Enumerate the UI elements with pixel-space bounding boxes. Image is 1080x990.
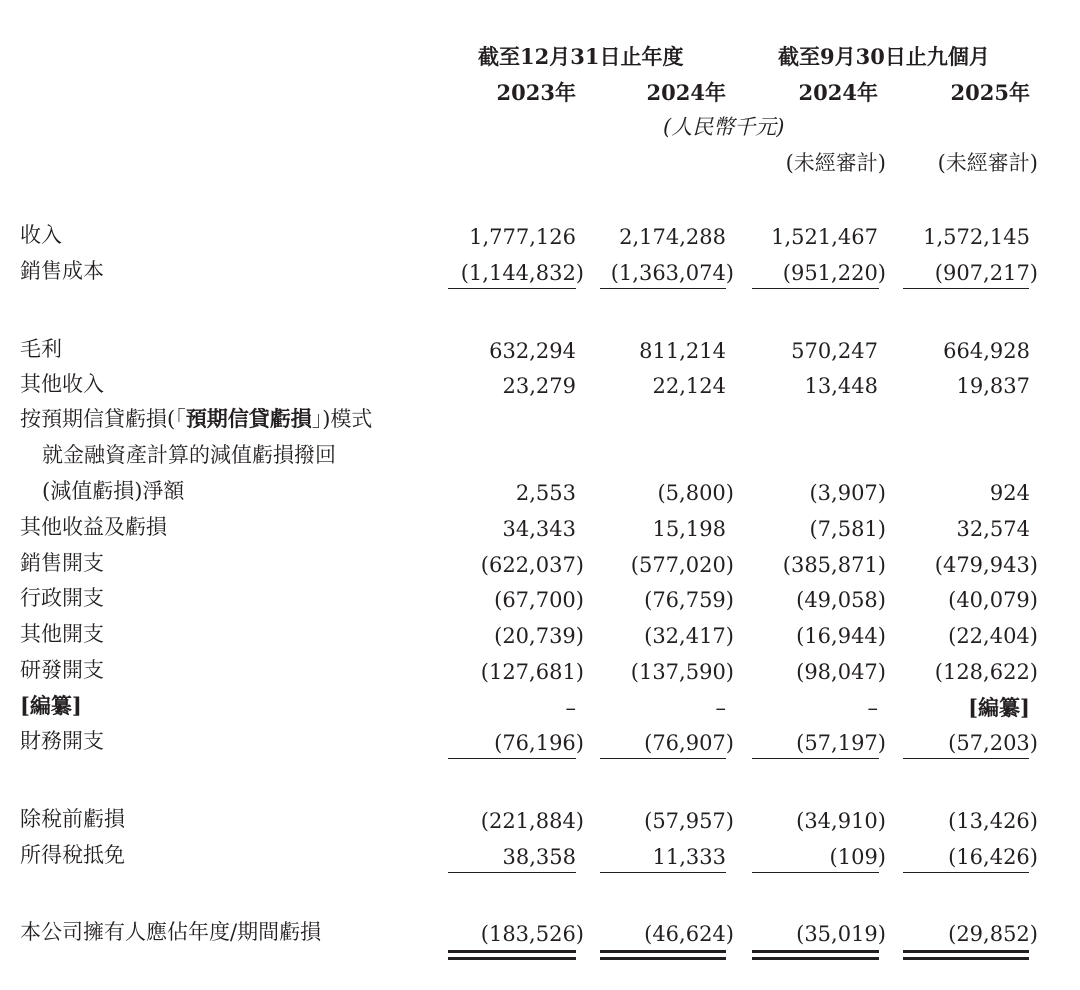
subtotal-rule (600, 758, 726, 759)
row-label-admin-expenses: 行政開支 (20, 586, 104, 610)
cell-selling-9m2024: (385,871) (782, 553, 886, 577)
cell-admin-9m2024: (49,058) (796, 588, 886, 612)
header-group-nine-months: 截至9月30日止九個月 (778, 44, 990, 69)
cell-revenue-9m2025: 1,572,145 (923, 225, 1030, 249)
cell-tax-9m2024: (109) (829, 845, 886, 869)
cell-tax-2024: 11,333 (652, 845, 726, 869)
header-unaudited-2: (未經審計) (937, 151, 1038, 175)
subtotal-rule (600, 288, 726, 289)
cell-other-exp-2023: (20,739) (494, 624, 584, 648)
cell-ecl-9m2025: 924 (989, 481, 1030, 505)
cell-other-income-9m2024: 13,448 (804, 374, 878, 398)
cell-cost-2024: (1,363,074) (610, 261, 734, 285)
subtotal-rule (752, 288, 879, 289)
cell-admin-9m2025: (40,079) (948, 588, 1038, 612)
header-year-1: 2023年 (496, 80, 576, 105)
cell-selling-2024: (577,020) (630, 553, 734, 577)
cell-finance-9m2024: (57,197) (796, 731, 886, 755)
cell-other-income-2024: 22,124 (652, 374, 726, 398)
cell-rd-9m2024: (98,047) (796, 660, 886, 684)
subtotal-rule (752, 758, 879, 759)
cell-finance-2023: (76,196) (494, 731, 584, 755)
cell-lbt-9m2025: (13,426) (948, 809, 1038, 833)
row-label-loss-attributable: 本公司擁有人應佔年度/期間虧損 (20, 920, 322, 944)
cell-revenue-2024: 2,174,288 (619, 225, 726, 249)
cell-rd-2023: (127,681) (480, 660, 584, 684)
cell-selling-2023: (622,037) (480, 553, 584, 577)
subtotal-rule (448, 758, 576, 759)
subtotal-rule (448, 288, 576, 289)
row-label-rd-expenses: 研發開支 (20, 658, 104, 682)
cell-ecl-2023: 2,553 (515, 481, 576, 505)
row-label-loss-before-tax: 除稅前虧損 (20, 807, 125, 831)
cell-loss-9m2025: (29,852) (948, 922, 1038, 946)
row-label-other-expenses: 其他開支 (20, 622, 104, 646)
row-label-selling-expenses: 銷售開支 (20, 551, 104, 575)
cell-lbt-2024: (57,957) (644, 809, 734, 833)
cell-revenue-9m2024: 1,521,467 (771, 225, 878, 249)
ecl-label-bold: 預期信貸虧損 (185, 406, 312, 431)
cell-other-exp-2024: (32,417) (644, 624, 734, 648)
subtotal-rule (600, 872, 726, 873)
cell-other-exp-9m2024: (16,944) (796, 624, 886, 648)
subtotal-rule (752, 872, 879, 873)
row-label-other-gains: 其他收益及虧損 (20, 515, 167, 539)
row-label-income-tax-credit: 所得稅抵免 (20, 843, 125, 867)
cell-redacted-9m2024: – (867, 696, 878, 720)
subtotal-rule (903, 872, 1029, 873)
header-currency: (人民幣千元) (663, 115, 785, 139)
cell-ecl-2024: (5,800) (657, 481, 734, 505)
cell-loss-9m2024: (35,019) (796, 922, 886, 946)
cell-gross-2024: 811,214 (639, 339, 726, 363)
total-double-rule (752, 950, 879, 960)
cell-selling-9m2025: (479,943) (934, 553, 1038, 577)
ecl-label-part-a: 按預期信貸虧損(「 (20, 407, 186, 431)
cell-admin-2023: (67,700) (494, 588, 584, 612)
cell-gains-9m2024: (7,581) (809, 517, 886, 541)
header-year-2: 2024年 (646, 80, 726, 105)
row-label-ecl-line2: 就金融資產計算的減值虧損撥回 (42, 443, 336, 467)
cell-cost-9m2024: (951,220) (782, 261, 886, 285)
row-label-revenue: 收入 (20, 223, 62, 247)
total-double-rule (448, 950, 576, 960)
header-year-3: 2024年 (798, 80, 878, 105)
row-label-gross-profit: 毛利 (20, 337, 62, 361)
subtotal-rule (903, 288, 1029, 289)
cell-gross-9m2024: 570,247 (791, 339, 878, 363)
cell-gains-2024: 15,198 (652, 517, 726, 541)
cell-ecl-9m2024: (3,907) (809, 481, 886, 505)
cell-tax-2023: 38,358 (502, 845, 576, 869)
cell-redacted-2023: – (565, 696, 576, 720)
row-label-ecl-line1 (20, 406, 372, 432)
cell-admin-2024: (76,759) (644, 588, 734, 612)
cell-lbt-2023: (221,884) (480, 809, 584, 833)
row-label-other-income: 其他收入 (20, 372, 104, 396)
cell-rd-9m2025: (128,622) (934, 660, 1038, 684)
cell-lbt-9m2024: (34,910) (796, 809, 886, 833)
cell-rd-2024: (137,590) (630, 660, 734, 684)
cell-finance-2024: (76,907) (644, 731, 734, 755)
cell-loss-2023: (183,526) (480, 922, 584, 946)
ecl-label-part-b: 」)模式 (311, 407, 373, 431)
cell-cost-9m2025: (907,217) (934, 261, 1038, 285)
header-year-4: 2025年 (950, 80, 1030, 105)
subtotal-rule (903, 758, 1029, 759)
cell-gross-9m2025: 664,928 (943, 339, 1030, 363)
cell-revenue-2023: 1,777,126 (469, 225, 576, 249)
cell-gross-2023: 632,294 (489, 339, 576, 363)
cell-gains-2023: 34,343 (502, 517, 576, 541)
cell-gains-9m2025: 32,574 (956, 517, 1030, 541)
cell-finance-9m2025: (57,203) (948, 731, 1038, 755)
cell-other-income-2023: 23,279 (502, 374, 576, 398)
cell-cost-2023: (1,144,832) (460, 261, 584, 285)
row-label-finance-costs: 財務開支 (20, 729, 104, 753)
row-label-cost-of-sales: 銷售成本 (20, 259, 104, 283)
header-unaudited-1: (未經審計) (785, 151, 886, 175)
cell-other-income-9m2025: 19,837 (956, 374, 1030, 398)
header-group-annual: 截至12月31日止年度 (478, 44, 684, 69)
cell-other-exp-9m2025: (22,404) (948, 624, 1038, 648)
cell-redacted-2024: – (715, 696, 726, 720)
total-double-rule (600, 950, 726, 960)
cell-loss-2024: (46,624) (644, 922, 734, 946)
subtotal-rule (448, 872, 576, 873)
cell-redacted-9m2025: [編纂] (968, 695, 1030, 720)
cell-tax-9m2025: (16,426) (948, 845, 1038, 869)
total-double-rule (903, 950, 1029, 960)
row-label-redacted: [編纂] (20, 693, 82, 718)
row-label-ecl-line3: (減值虧損)淨額 (42, 479, 185, 503)
